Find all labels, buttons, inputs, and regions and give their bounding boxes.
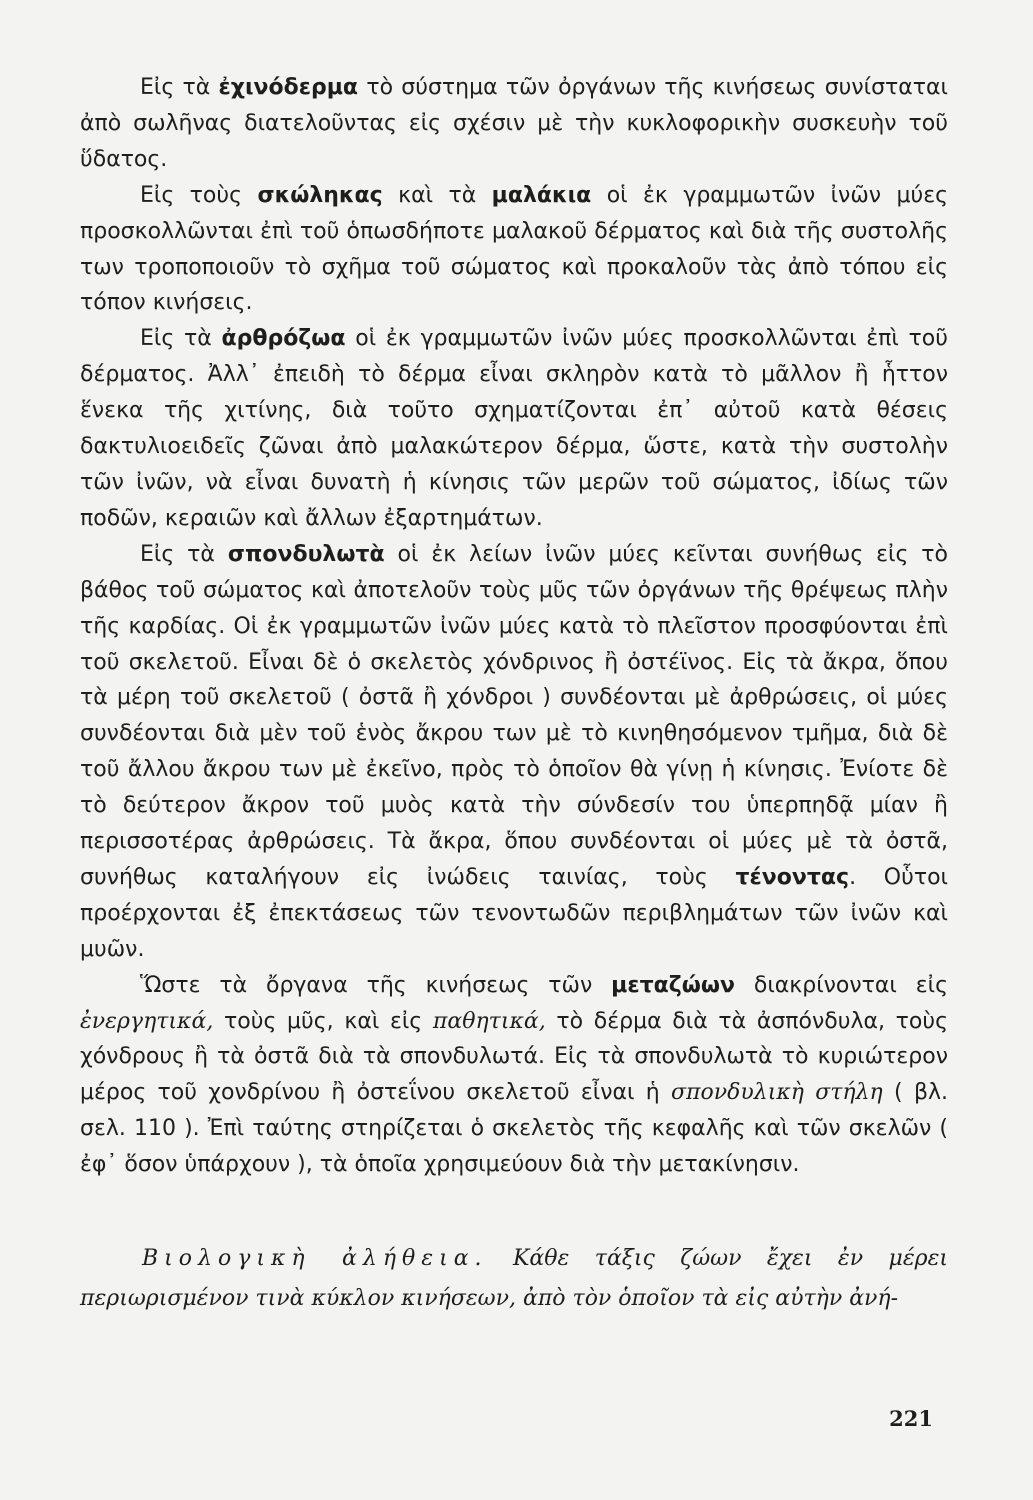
term-worms: σκώληκας [257,182,383,208]
section-heading-biological-truth: Βιολογικὴ ἀλήθεια. [142,1246,488,1272]
term-passive: παθητικά, [432,1008,546,1034]
term-molluscs: μαλάκια [491,182,592,208]
term-arthropods: ἀρθρόζωα [221,326,346,352]
paragraph-vertebrates: Εἰς τὰ σπονδυλωτὰ οἱ ἐκ λείων ἰνῶν μύες κεῖνται συνήθως εἰς τὸ βάθος τοῦ σώματος καὶ ἀποτελοῦν τοὺς μῦς τῶν ὀργάνων τῆς θρέψεως πλὴν τῆς καρδίας. Οἱ ἐκ γραμμωτῶν ἰνῶν μύες κατὰ τὸ πλεῖστον προσφύονται ἐπὶ τοῦ σκελετοῦ. Εἶναι δὲ ὁ σκελετὸς χόνδρινος ἢ ὀστέϊνος. Εἰς τὰ ἄκρα, ὅπου τὰ μέρη τοῦ σκελετοῦ ( ὀστᾶ ἢ χόνδροι ) συνδέονται μὲ ἀρθρώσεις, οἱ μύες συνδέονται διὰ μὲν τοῦ ἑνὸς ἄκρου των μὲ τὸ κινηθησόμενον τμῆμα, διὰ δὲ τοῦ ἄλλου ἄκρου των μὲ ἐκεῖνο, πρὸς τὸ ὁποῖον θὰ γίνῃ ἡ κίνησις. Ἐνίοτε δὲ τὸ δεύτερον ἄκρον τοῦ μυὸς κατὰ τὴν σύνδεσίν του ὑπερπηδᾷ μίαν ἢ περισσοτέρας ἀρθρώσεις. Τὰ ἄκρα, ὅπου συνδέονται οἱ μύες μὲ τὰ ὀστᾶ, συνήθως καταλήγουν εἰς ἰνώδεις ταινίας, τοὺς τένοντας. Οὗτοι προέρχονται ἐξ ἐπεκτάσεως τῶν τενοντωδῶν περιβλημάτων τῶν ἰνῶν καὶ μυῶν. [80,541,948,962]
page-number: 221 [889,1406,933,1431]
term-spinal-column: σπονδυλικὴ στήλη [671,1080,883,1106]
paragraph-biological-truth: Βιολογικὴ ἀλήθεια. Κάθε τάξις ζώων ἔχει ἐν μέρει περιωρισμένον τινὰ κύκλον κινήσεων, ἀπὸ τὸν ὁποῖον τὰ εἰς αὐτὴν ἀνή- [80,1246,949,1312]
term-metazoa: μεταζώων [611,972,735,998]
page-body [80,70,948,1341]
term-vertebrates: σπονδυλωτὰ [227,541,385,567]
paragraph-echinoderms: Εἰς τὰ ἐχινόδερμα τὸ σύστημα τῶν ὀργάνων τῆς κινήσεως συνίσταται ἀπὸ σωλῆνας διατελοῦντας εἰς σχέσιν μὲ τὴν κυκλοφορικὴν συσκευὴν τοῦ ὕδατος. [80,75,948,172]
term-echinoderms: ἐχινόδερμα [218,75,359,100]
paragraph-arthropods: Εἰς τὰ ἀρθρόζωα οἱ ἐκ γραμμωτῶν ἰνῶν μύες προσκολλῶνται ἐπὶ τοῦ δέρματος. Ἀλλ᾽ ἐπειδὴ τὸ δέρμα εἶναι σκληρὸν κατὰ τὸ μᾶλλον ἢ ἧττον ἕνεκα τῆς χιτίνης, διὰ τοῦτο σχηματίζονται ἐπ᾽ αὐτοῦ κατὰ θέσεις δακτυλιοειδεῖς ζῶναι ἀπὸ μαλακώτερον δέρμα, ὥστε, κατὰ τὴν συστολὴν τῶν ἰνῶν, νὰ εἶναι δυνατὴ ἡ κίνησις τῶν μερῶν τοῦ σώματος, ἰδίως τῶν ποδῶν, κεραιῶν καὶ ἄλλων ἐξαρτημάτων. [80,326,948,531]
term-active: ἐνεργητικά, [80,1008,214,1034]
paragraph-metazoa-summary: Ὥστε τὰ ὄργανα τῆς κινήσεως τῶν μεταζώων διακρίνονται εἰς ἐνεργητικά, τοὺς μῦς, καὶ εἰς παθητικά, τὸ δέρμα διὰ τὰ ἀσπόνδυλα, τοὺς χόνδρους ἢ τὰ ὀστᾶ διὰ τὰ σπονδυλωτά. Εἰς τὰ σπονδυλωτὰ τὸ κυριώτερον μέρος τοῦ χονδρίνου ἢ ὀστεΐνου σκελετοῦ εἶναι ἡ σπονδυλικὴ στήλη ( βλ. σελ. 110 ). Ἐπὶ ταύτης στηρίζεται ὁ σκελετὸς τῆς κεφαλῆς καὶ τῶν σκελῶν ( ἐφ᾽ ὅσον ὑπάρχουν ), τὰ ὁποῖα χρησιμεύουν διὰ τὴν μετακίνησιν. [80,972,949,1178]
term-tendons: τένοντας [735,864,850,890]
paragraph-worms-molluscs: Εἰς τοὺς σκώληκας καὶ τὰ μαλάκια οἱ ἐκ γραμμωτῶν ἰνῶν μύες προσκολλῶνται ἐπὶ τοῦ ὁπωσδήποτε μαλακοῦ δέρματος καὶ διὰ τῆς συστολῆς των τροποποιοῦν τὸ σχῆμα τοῦ σώματος καὶ προκαλοῦν τὰς ἀπὸ τόπου εἰς τόπον κινήσεις. [80,182,948,316]
